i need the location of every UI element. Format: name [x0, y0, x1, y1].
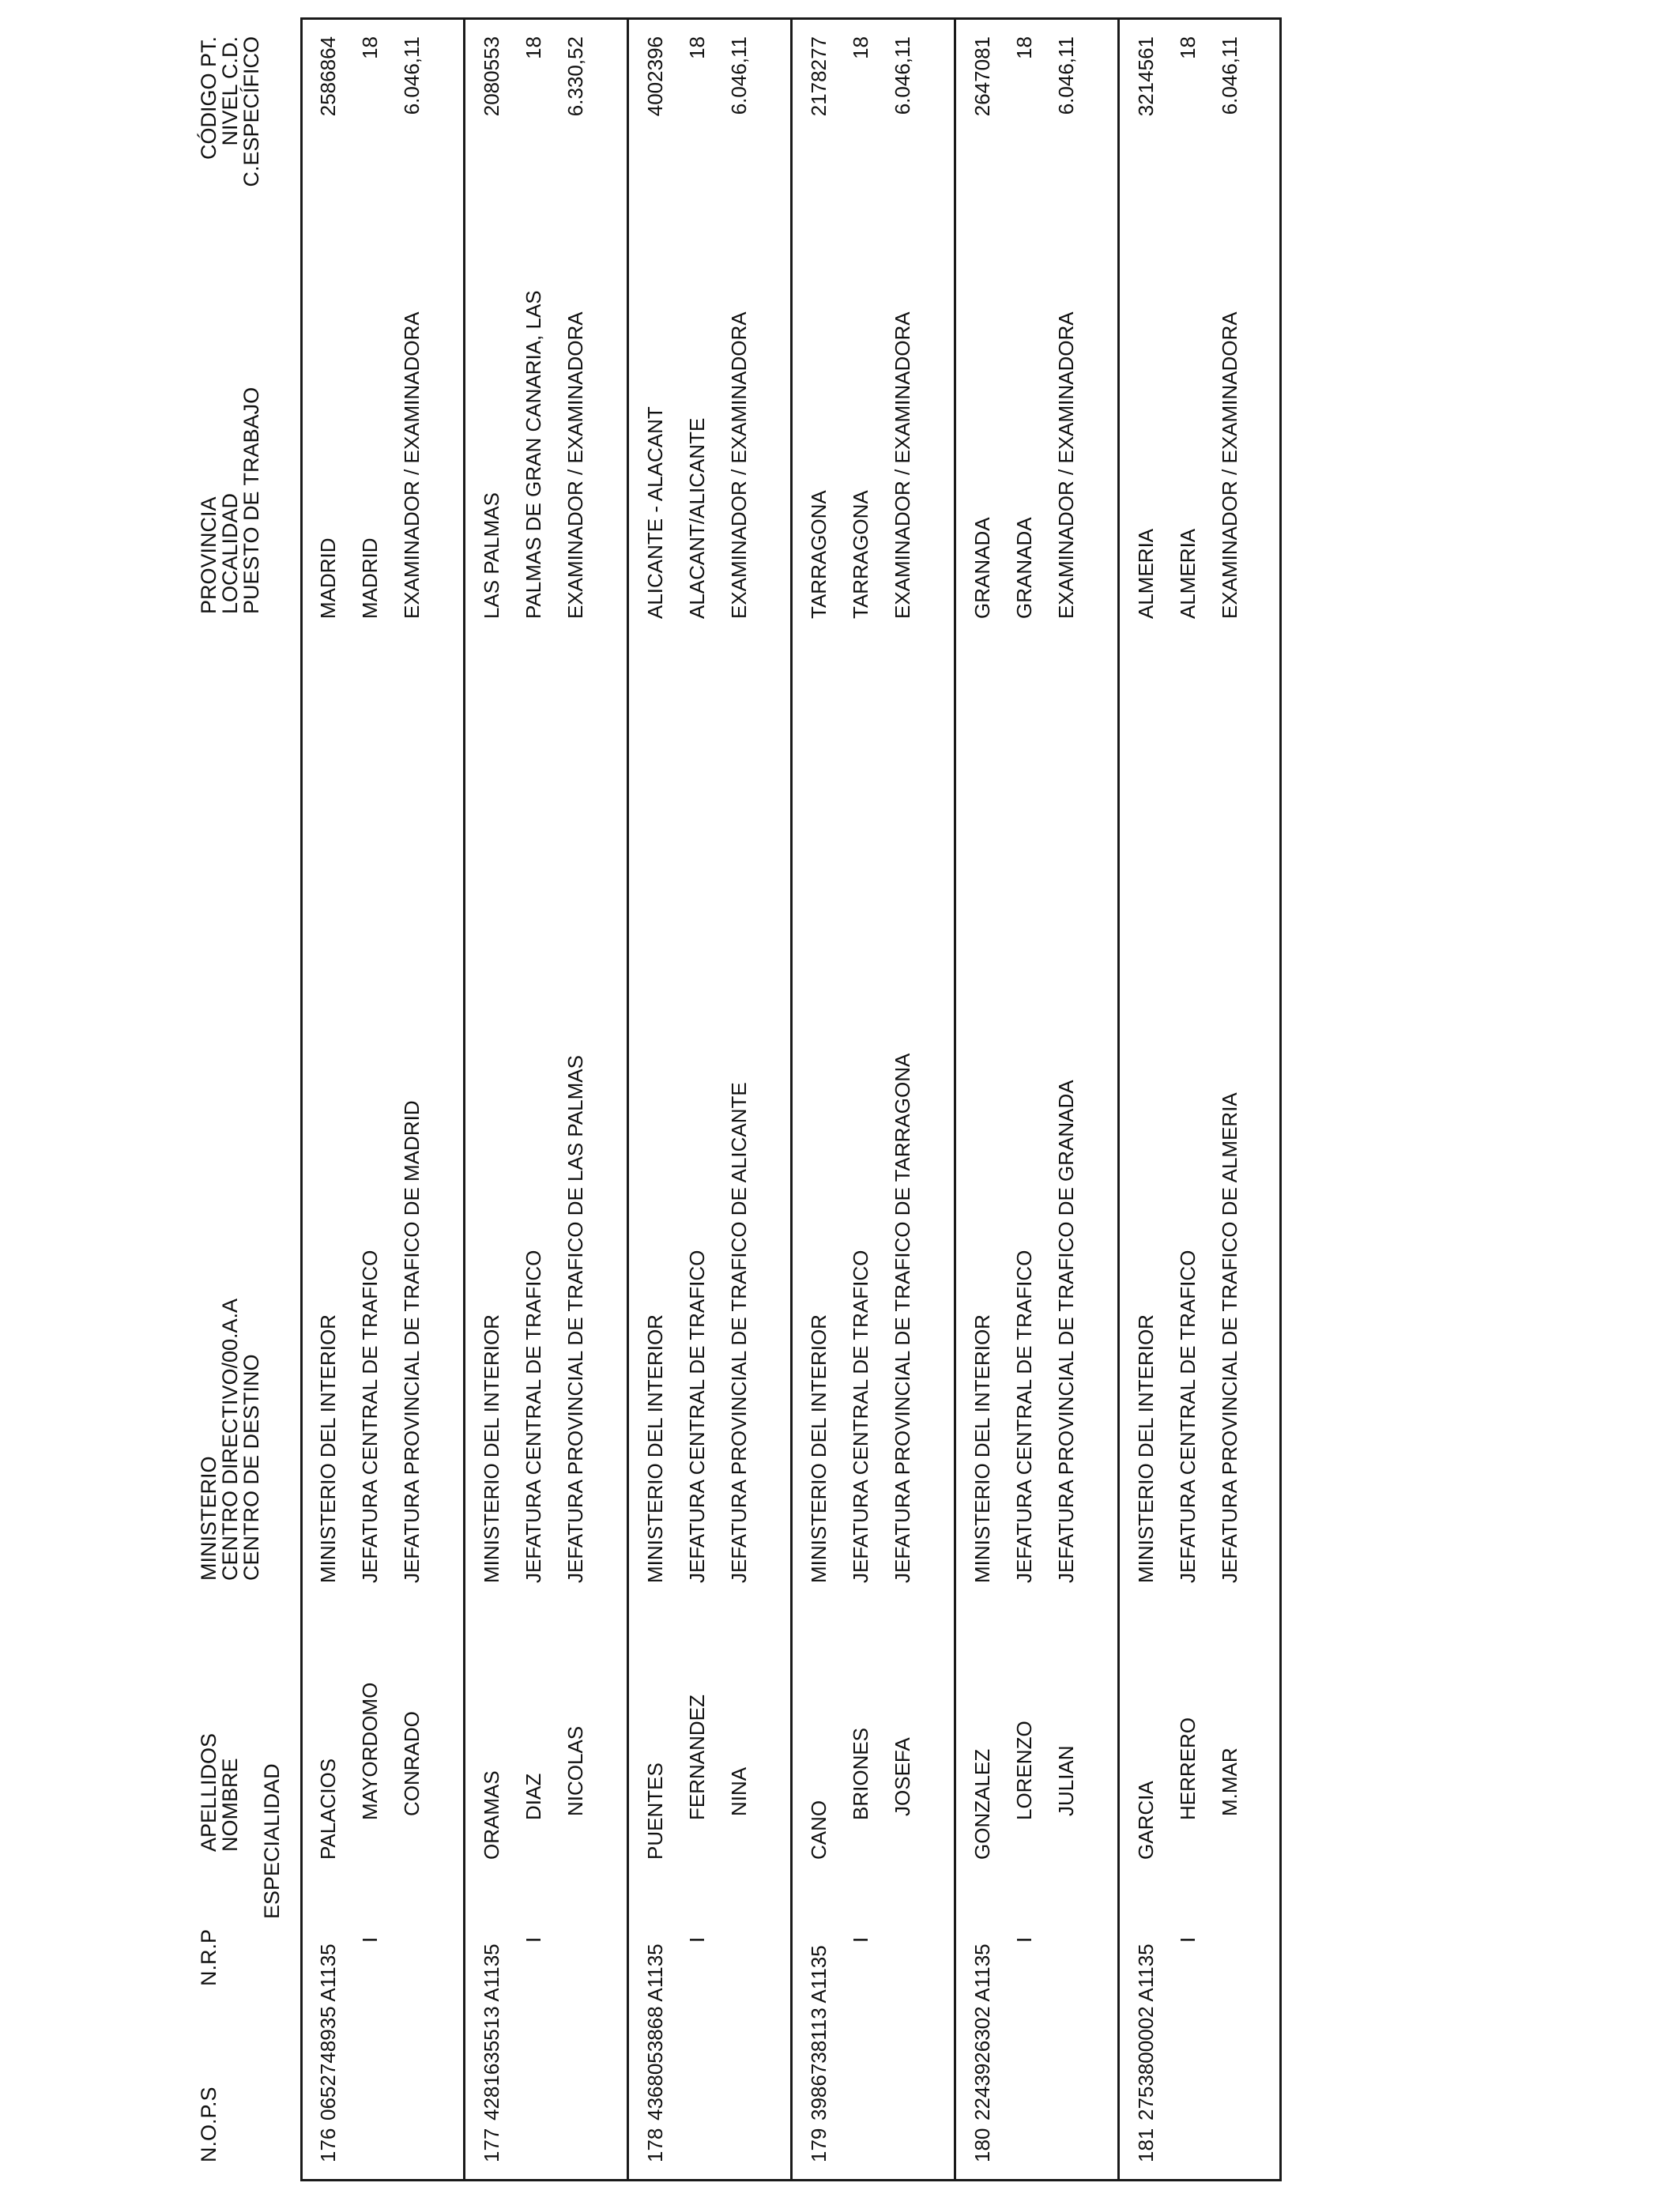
- nops-number: 178: [643, 2128, 667, 2162]
- especialidad-mark: I: [358, 1936, 382, 1943]
- especialidad-mark: I: [849, 1936, 872, 1943]
- nops-number: 181: [1134, 2128, 1158, 2162]
- centro-directivo: JEFATURA CENTRAL DE TRAFICO: [849, 1250, 872, 1583]
- header-nrp: N.R.P: [197, 1928, 220, 1986]
- header-centro-directivo: CENTRO DIRECTIVO/00.A.A: [218, 1298, 242, 1581]
- localidad: ALACANT/ALICANTE: [685, 417, 709, 619]
- especialidad-mark: I: [522, 1936, 545, 1943]
- nivel-cd: 18: [849, 36, 872, 59]
- ministerio: MINISTERIO DEL INTERIOR: [970, 1314, 994, 1583]
- puesto-trabajo: EXAMINADOR / EXAMINADORA: [1218, 311, 1241, 619]
- centro-destino: JEFATURA PROVINCIAL DE TRAFICO DE MADRID: [400, 1100, 424, 1583]
- centro-destino: JEFATURA PROVINCIAL DE TRAFICO DE ALICANTE: [727, 1082, 751, 1583]
- codigo-pt: 2080553: [480, 36, 503, 117]
- given-name: JOSEFA: [891, 1737, 914, 1816]
- row-divider: [954, 17, 956, 2181]
- nrp-code: 4368053868 A1135: [643, 1943, 667, 2120]
- header-codigo: CÓDIGO PT.: [197, 36, 220, 160]
- centro-destino: JEFATURA PROVINCIAL DE TRAFICO DE GRANADA: [1054, 1080, 1078, 1583]
- localidad: PALMAS DE GRAN CANARIA, LAS: [522, 290, 545, 619]
- codigo-pt: 2647081: [970, 36, 994, 117]
- nivel-cd: 18: [1012, 36, 1036, 59]
- codigo-pt: 2586864: [316, 36, 340, 117]
- header-nombre: NOMBRE: [218, 1758, 242, 1852]
- given-name: NINA: [727, 1766, 751, 1816]
- header-puesto: PUESTO DE TRABAJO: [239, 386, 263, 614]
- header-especialidad: ESPECIALIDAD: [260, 1763, 284, 1919]
- ministerio: MINISTERIO DEL INTERIOR: [480, 1314, 503, 1583]
- nops-number: 176: [316, 2128, 340, 2162]
- header-especifico: C.ESPECÍFICO: [239, 36, 263, 187]
- codigo-pt: 2178277: [807, 36, 831, 117]
- first-surname: PALACIOS: [316, 1758, 340, 1860]
- puesto-trabajo: EXAMINADOR / EXAMINADORA: [400, 311, 424, 619]
- first-surname: PUENTES: [643, 1762, 667, 1860]
- nivel-cd: 18: [522, 36, 545, 59]
- nrp-code: 4281635513 A1135: [480, 1943, 503, 2120]
- localidad: ALMERIA: [1176, 528, 1200, 619]
- localidad: GRANADA: [1012, 517, 1036, 619]
- nops-number: 180: [970, 2128, 994, 2162]
- nrp-code: 3986738113 A1135: [807, 1945, 831, 2120]
- especialidad-mark: I: [1176, 1936, 1200, 1943]
- ministerio: MINISTERIO DEL INTERIOR: [643, 1314, 667, 1583]
- header-localidad: LOCALIDAD: [218, 492, 242, 614]
- header-provincia: PROVINCIA: [197, 496, 220, 614]
- second-surname: HERRERO: [1176, 1717, 1200, 1820]
- nrp-code: 2753800002 A1135: [1134, 1943, 1158, 2120]
- first-surname: GONZALEZ: [970, 1748, 994, 1860]
- header-centro-destino: CENTRO DE DESTINO: [239, 1354, 263, 1581]
- nrp-code: 2243926302 A1135: [970, 1943, 994, 2120]
- nrp-code: 0652748935 A1135: [316, 1943, 340, 2120]
- second-surname: DIAZ: [522, 1773, 545, 1820]
- provincia: GRANADA: [970, 517, 994, 619]
- puesto-trabajo: EXAMINADOR / EXAMINADORA: [891, 311, 914, 619]
- given-name: NICOLAS: [563, 1725, 587, 1816]
- second-surname: LORENZO: [1012, 1721, 1036, 1820]
- especialidad-mark: I: [1012, 1936, 1036, 1943]
- nivel-cd: 18: [685, 36, 709, 59]
- puesto-trabajo: EXAMINADOR / EXAMINADORA: [1054, 311, 1078, 619]
- puesto-trabajo: EXAMINADOR / EXAMINADORA: [727, 311, 751, 619]
- second-surname: MAYORDOMO: [358, 1682, 382, 1820]
- centro-directivo: JEFATURA CENTRAL DE TRAFICO: [358, 1250, 382, 1583]
- especialidad-mark: I: [685, 1936, 709, 1943]
- complemento-especifico: 6.046,11: [891, 36, 914, 115]
- row-divider: [790, 17, 793, 2181]
- localidad: TARRAGONA: [849, 490, 872, 619]
- given-name: JULIAN: [1054, 1745, 1078, 1816]
- header-ministerio: MINISTERIO: [197, 1456, 220, 1581]
- provincia: ALMERIA: [1134, 528, 1158, 619]
- codigo-pt: 3214561: [1134, 36, 1158, 117]
- first-surname: GARCIA: [1134, 1781, 1158, 1860]
- centro-destino: JEFATURA PROVINCIAL DE TRAFICO DE LAS PALMAS: [563, 1055, 587, 1583]
- nivel-cd: 18: [358, 36, 382, 59]
- complemento-especifico: 6.046,11: [400, 36, 424, 115]
- nops-number: 177: [480, 2128, 503, 2162]
- provincia: TARRAGONA: [807, 490, 831, 619]
- first-surname: ORAMAS: [480, 1770, 503, 1860]
- centro-directivo: JEFATURA CENTRAL DE TRAFICO: [685, 1250, 709, 1583]
- row-divider: [1117, 17, 1120, 2181]
- codigo-pt: 4002396: [643, 36, 667, 117]
- header-nops: N.O.P.S: [197, 2087, 220, 2162]
- provincia: ALICANTE - ALACANT: [643, 406, 667, 619]
- centro-directivo: JEFATURA CENTRAL DE TRAFICO: [1176, 1250, 1200, 1583]
- puesto-trabajo: EXAMINADOR / EXAMINADORA: [563, 311, 587, 619]
- centro-destino: JEFATURA PROVINCIAL DE TRAFICO DE TARRAGONA: [891, 1053, 914, 1583]
- ministerio: MINISTERIO DEL INTERIOR: [316, 1314, 340, 1583]
- provincia: MADRID: [316, 537, 340, 619]
- header-nivel: NIVEL C.D.: [218, 36, 242, 146]
- header-apellidos: APELLIDOS: [197, 1732, 220, 1852]
- centro-directivo: JEFATURA CENTRAL DE TRAFICO: [522, 1250, 545, 1583]
- complemento-especifico: 6.330,52: [563, 36, 587, 117]
- ministerio: MINISTERIO DEL INTERIOR: [1134, 1314, 1158, 1583]
- complemento-especifico: 6.046,11: [1054, 36, 1078, 115]
- given-name: M.MAR: [1218, 1747, 1241, 1816]
- complemento-especifico: 6.046,11: [727, 36, 751, 115]
- ministerio: MINISTERIO DEL INTERIOR: [807, 1314, 831, 1583]
- complemento-especifico: 6.046,11: [1218, 36, 1241, 115]
- provincia: LAS PALMAS: [480, 492, 503, 619]
- row-divider: [627, 17, 629, 2181]
- given-name: CONRADO: [400, 1711, 424, 1816]
- second-surname: FERNANDEZ: [685, 1695, 709, 1820]
- row-divider: [463, 17, 465, 2181]
- nivel-cd: 18: [1176, 36, 1200, 59]
- centro-destino: JEFATURA PROVINCIAL DE TRAFICO DE ALMERIA: [1218, 1092, 1241, 1583]
- centro-directivo: JEFATURA CENTRAL DE TRAFICO: [1012, 1250, 1036, 1583]
- first-surname: CANO: [807, 1800, 831, 1860]
- localidad: MADRID: [358, 537, 382, 619]
- nops-number: 179: [807, 2128, 831, 2162]
- second-surname: BRIONES: [849, 1727, 872, 1820]
